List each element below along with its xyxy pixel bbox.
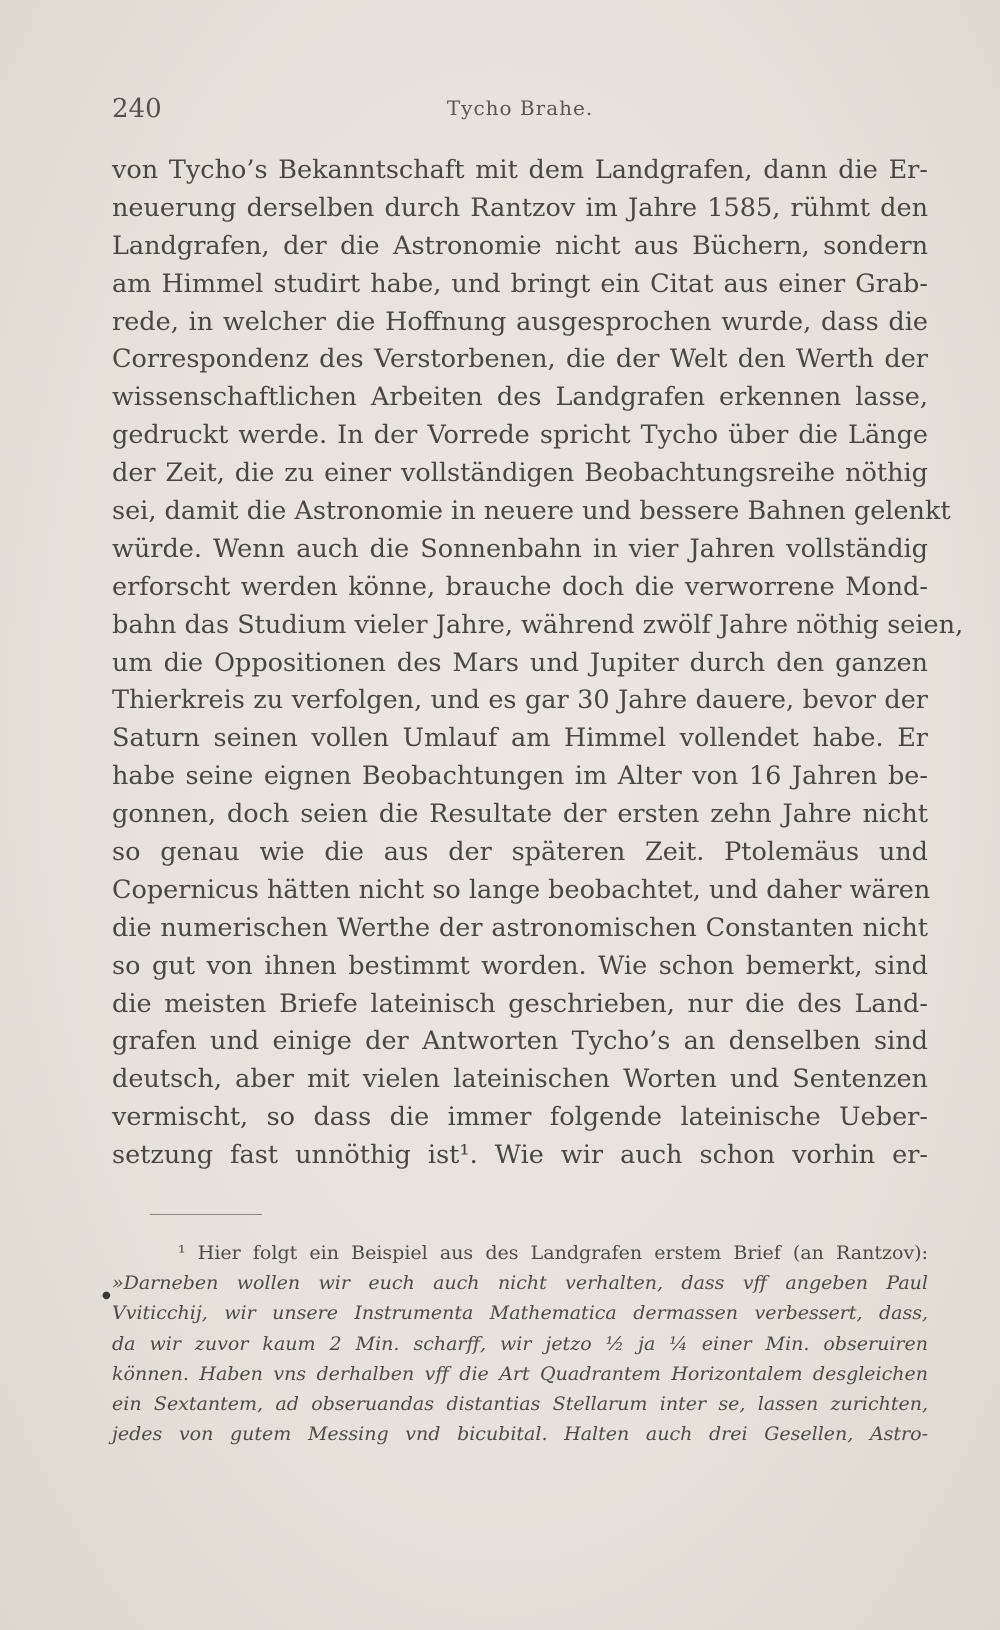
text-line: die numerischen Werthe der astronomischen Constanten nicht [112, 912, 928, 943]
text-line: gonnen, doch seien die Resultate der ersten zehn Jahre nicht [112, 799, 928, 830]
footnote [112, 1238, 928, 1449]
text-line: sei, damit die Astronomie in neuere und bessere Bahnen gelenkt [112, 496, 951, 527]
footnote-line: »Darneben wollen wir euch auch nicht verhalten, dass vff angeben Paul [112, 1272, 928, 1295]
text-line: vermischt, so dass die immer folgende lateinische Ueber- [112, 1102, 928, 1133]
page-number: 240 [112, 94, 162, 124]
text-line: setzung fast unnöthig ist¹. Wie wir auch schon vorhin er- [112, 1140, 928, 1171]
text-line: rede, in welcher die Hoffnung ausgesprochen wurde, dass die [112, 306, 928, 337]
footnote-line: ein Sextantem, ad obseruandas distantias Stellarum inter se, lassen zurichten, [112, 1392, 928, 1415]
footnote-line: können. Haben vns derhalben vff die Art Quadrantem Horizontalem desgleichen [112, 1362, 928, 1385]
text-line: grafen und einige der Antworten Tycho’s an denselben sind [112, 1026, 928, 1057]
footnote-rule [150, 1214, 262, 1215]
text-line: bahn das Studium vieler Jahre, während zwölf Jahre nöthig seien, [112, 609, 964, 640]
text-line: gedruckt werde. In der Vorrede spricht Tycho über die Länge [112, 420, 928, 451]
text-line: Correspondenz des Verstorbenen, die der Welt den Werth der [112, 344, 928, 375]
text-line: Saturn seinen vollen Umlauf am Himmel vollendet habe. Er [112, 723, 928, 754]
text-line: der Zeit, die zu einer vollständigen Beobachtungsreihe nöthig [112, 458, 928, 489]
footnote-line: da wir zuvor kaum 2 Min. scharff, wir jetzo ½ ja ¼ einer Min. obseruiren [112, 1332, 928, 1355]
text-line: von Tycho’s Bekanntschaft mit dem Landgrafen, dann die Er- [112, 155, 928, 185]
text-line: wissenschaftlichen Arbeiten des Landgrafen erkennen lasse, [112, 382, 928, 413]
text-line: würde. Wenn auch die Sonnenbahn in vier Jahren vollständig [112, 533, 928, 564]
margin-dot: ● [102, 1290, 111, 1301]
page-header [112, 92, 928, 132]
text-line: neuerung derselben durch Rantzov im Jahre 1585, rühmt den [112, 192, 928, 223]
text-line: die meisten Briefe lateinisch geschrieben, nur die des Land- [112, 988, 928, 1019]
text-line: Copernicus hätten nicht so lange beobachtet, und daher wären [112, 874, 931, 905]
text-line: habe seine eignen Beobachtungen im Alter von 16 Jahren be- [112, 761, 928, 792]
running-title: Tycho Brahe. [446, 96, 594, 120]
footnote-line: jedes von gutem Messing vnd bicubital. Halten auch drei Gesellen, Astro- [112, 1423, 928, 1446]
text-line: erforscht werden könne, brauche doch die verworrene Mond- [112, 571, 928, 602]
text-line: so genau wie die aus der späteren Zeit. Ptolemäus und [112, 837, 928, 868]
text-line: Landgrafen, der die Astronomie nicht aus Büchern, sondern [112, 230, 928, 261]
text-line: am Himmel studirt habe, und bringt ein Citat aus einer Grab- [112, 268, 928, 299]
footnote-line: Vviticchij, wir unsere Instrumenta Mathematica dermassen verbessert, dass, [112, 1302, 928, 1325]
text-line: so gut von ihnen bestimmt worden. Wie schon bemerkt, sind [112, 950, 928, 981]
text-line: um die Oppositionen des Mars und Jupiter durch den ganzen [112, 647, 928, 678]
footnote-line: ¹ Hier folgt ein Beispiel aus des Landgrafen erstem Brief (an Rantzov): [178, 1242, 928, 1264]
text-line: Thierkreis zu verfolgen, und es gar 30 Jahre dauere, bevor der [112, 685, 928, 716]
text-line: deutsch, aber mit vielen lateinischen Worten und Sentenzen [112, 1064, 928, 1095]
